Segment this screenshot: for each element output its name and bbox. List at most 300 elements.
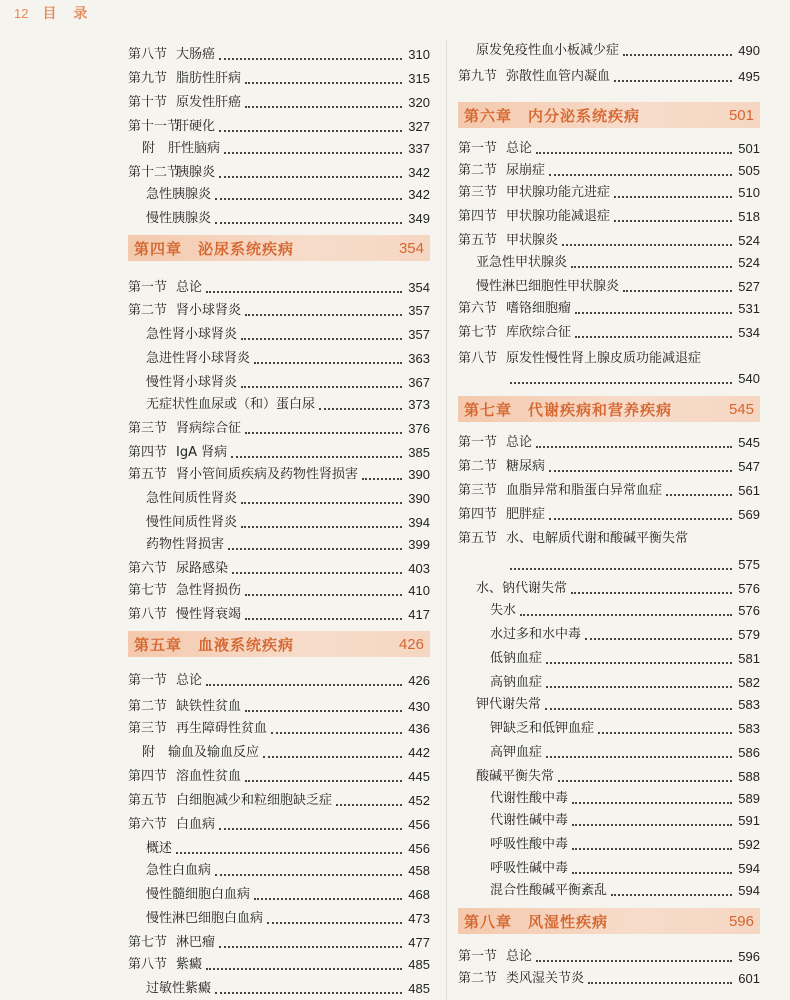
toc-entry[interactable] — [128, 836, 430, 858]
dot-leader — [585, 638, 732, 640]
toc-entry[interactable] — [458, 944, 760, 966]
dot-leader — [219, 176, 402, 178]
entry-title: 失水 — [490, 603, 517, 618]
toc-entry[interactable] — [458, 250, 760, 272]
column-divider — [446, 40, 447, 1000]
entry-title: 原发性慢性肾上腺皮质功能减退症 — [506, 351, 702, 366]
entry-title: 急性肾损伤 — [176, 583, 242, 598]
entry-title: 大肠癌 — [176, 47, 216, 62]
dot-leader — [219, 130, 402, 132]
page-ref: 576 — [738, 581, 760, 596]
toc-entry[interactable] — [128, 136, 430, 158]
chapter-page: 501 — [728, 106, 754, 124]
dot-leader — [206, 684, 402, 686]
page-ref: 320 — [408, 95, 430, 110]
entry-title: 缺铁性贫血 — [176, 699, 242, 714]
section-number: 第一节 — [128, 673, 168, 688]
dot-leader — [245, 618, 402, 620]
page-ref: 436 — [408, 721, 430, 736]
section-number: 第八节 — [458, 351, 498, 366]
dot-leader — [224, 152, 402, 154]
dot-leader — [536, 446, 732, 448]
entry-title: 甲状腺功能亢进症 — [506, 185, 611, 200]
page-ref: 582 — [738, 675, 760, 690]
entry-title: 总论 — [176, 673, 203, 688]
entry-title: 总论 — [506, 949, 533, 964]
entry-title: 尿路感染 — [176, 561, 229, 576]
entry-title: 再生障碍性贫血 — [176, 721, 268, 736]
section-number: 第二节 — [458, 163, 498, 178]
chapter-heading[interactable] — [458, 908, 760, 934]
toc-entry[interactable] — [128, 906, 430, 928]
section-number: 第四节 — [128, 445, 168, 460]
toc-entry[interactable] — [128, 578, 430, 600]
dot-leader — [558, 780, 732, 782]
toc-entry[interactable] — [128, 556, 430, 578]
entry-title: 水、电解质代谢和酸碱平衡失常 — [506, 531, 689, 546]
dot-leader — [245, 710, 402, 712]
toc-entry[interactable] — [458, 764, 760, 786]
page-ref: 357 — [408, 303, 430, 318]
toc-entry[interactable] — [128, 346, 430, 368]
dot-leader — [245, 82, 402, 84]
entry-title: 高钾血症 — [490, 745, 543, 760]
page-ref: 342 — [408, 165, 430, 180]
toc-entry[interactable] — [458, 158, 760, 180]
chapter-title: 第四章 泌尿系统疾病 — [134, 239, 295, 258]
toc-entry[interactable] — [458, 274, 760, 296]
page-ref: 349 — [408, 211, 430, 226]
toc-entry[interactable] — [128, 952, 430, 974]
toc-entry[interactable] — [128, 416, 430, 438]
page-ref: 456 — [408, 817, 430, 832]
entry-title: 总论 — [176, 280, 203, 295]
entry-title: 紫癜 — [176, 957, 203, 972]
section-number: 第二节 — [128, 303, 168, 318]
page-ref: 390 — [408, 491, 430, 506]
page-ref: 589 — [738, 791, 760, 806]
section-number: 第二节 — [458, 459, 498, 474]
dot-leader — [245, 432, 402, 434]
toc-entry[interactable] — [128, 694, 430, 716]
entry-title: 脂肪性肝病 — [176, 71, 242, 86]
page-ref: 363 — [408, 351, 430, 366]
page-ref: 594 — [738, 883, 760, 898]
toc-entry[interactable] — [458, 670, 760, 692]
toc-entry[interactable] — [128, 602, 430, 624]
dot-leader — [520, 614, 732, 616]
toc-entry[interactable] — [458, 808, 760, 830]
section-number: 第三节 — [458, 185, 498, 200]
dot-leader — [575, 312, 732, 314]
toc-entry[interactable] — [128, 532, 430, 554]
section-number: 第十一节 — [128, 119, 181, 134]
dot-leader — [546, 662, 732, 664]
chapter-heading[interactable] — [458, 396, 760, 422]
toc-entry[interactable] — [128, 42, 430, 64]
section-number: 第一节 — [458, 949, 498, 964]
toc-entry[interactable] — [128, 716, 430, 738]
page-ref: 390 — [408, 467, 430, 482]
section-number: 第一节 — [128, 280, 168, 295]
chapter-page: 354 — [398, 239, 424, 257]
toc-entry[interactable] — [458, 878, 760, 900]
toc-entry[interactable] — [128, 114, 430, 136]
toc-entry[interactable] — [458, 38, 760, 60]
section-number: 第四节 — [458, 209, 498, 224]
entry-title: 酸碱平衡失常 — [476, 769, 555, 784]
toc-entry[interactable] — [128, 90, 430, 112]
toc-entry[interactable] — [128, 740, 430, 762]
page-ref: 561 — [738, 483, 760, 498]
page-ref: 501 — [738, 141, 760, 156]
toc-entry[interactable] — [458, 180, 760, 202]
page-ref: 534 — [738, 325, 760, 340]
dot-leader — [206, 968, 402, 970]
toc-entry[interactable] — [128, 462, 430, 484]
toc-entry[interactable] — [458, 320, 760, 342]
dot-leader — [219, 828, 402, 830]
page-ref: 394 — [408, 515, 430, 530]
section-number: 第五节 — [128, 793, 168, 808]
entry-title: 肾小管间质疾病及药物性肾损害 — [176, 467, 359, 482]
dot-leader — [241, 386, 402, 388]
dot-leader — [666, 494, 732, 496]
dot-leader — [231, 456, 402, 458]
entry-title: 急性白血病 — [146, 863, 212, 878]
section-number: 第五节 — [458, 233, 498, 248]
page-ref: 518 — [738, 209, 760, 224]
dot-leader — [575, 336, 732, 338]
section-number: 第六节 — [458, 301, 498, 316]
section-number: 第七节 — [128, 583, 168, 598]
page-ref: 592 — [738, 837, 760, 852]
toc-entry[interactable] — [128, 440, 430, 462]
toc-entry[interactable] — [128, 812, 430, 834]
page-ref: 583 — [738, 721, 760, 736]
toc-entry[interactable] — [458, 646, 760, 668]
section-number: 第三节 — [128, 721, 168, 736]
toc-entry[interactable] — [128, 322, 430, 344]
entry-title: 附 肝性脑病 — [142, 141, 221, 156]
page-ref: 417 — [408, 607, 430, 622]
toc-entry[interactable] — [128, 298, 430, 320]
section-number: 第七节 — [128, 935, 168, 950]
dot-leader — [215, 198, 402, 200]
toc-entry[interactable] — [128, 66, 430, 88]
toc-entry[interactable] — [128, 275, 430, 297]
entry-title: 呼吸性酸中毒 — [490, 837, 569, 852]
page-ref: 524 — [738, 255, 760, 270]
dot-leader — [241, 526, 402, 528]
page-ref: 426 — [408, 673, 430, 688]
entry-title: 水过多和水中毒 — [490, 627, 582, 642]
dot-leader — [611, 894, 732, 896]
page-ref: 477 — [408, 935, 430, 950]
section-number: 第九节 — [458, 69, 498, 84]
section-number: 第一节 — [458, 141, 498, 156]
dot-leader — [572, 802, 732, 804]
entry-title: 混合性酸碱平衡紊乱 — [490, 883, 608, 898]
entry-title: 慢性肾小球肾炎 — [146, 375, 238, 390]
entry-title: 过敏性紫癜 — [146, 981, 212, 996]
page-ref: 588 — [738, 769, 760, 784]
dot-leader — [549, 470, 732, 472]
entry-title: 白血病 — [176, 817, 216, 832]
page-ref: 596 — [738, 949, 760, 964]
dot-leader — [241, 502, 402, 504]
page-ref: 601 — [738, 971, 760, 986]
page-ref: 527 — [738, 279, 760, 294]
toc-entry[interactable] — [458, 502, 760, 524]
dot-leader — [245, 314, 402, 316]
toc-entry[interactable] — [458, 64, 760, 86]
entry-title: 嗜铬细胞瘤 — [506, 301, 572, 316]
toc-entry[interactable] — [458, 552, 760, 574]
entry-title: 无症状性血尿或（和）蛋白尿 — [146, 397, 316, 412]
page-ref: 594 — [738, 861, 760, 876]
page-ref: 583 — [738, 697, 760, 712]
dot-leader — [510, 382, 732, 384]
dot-leader — [623, 290, 732, 292]
toc-entry[interactable] — [458, 204, 760, 226]
toc-entry[interactable] — [128, 486, 430, 508]
section-number: 第六节 — [128, 817, 168, 832]
section-number: 第六节 — [128, 561, 168, 576]
dot-leader — [232, 572, 402, 574]
dot-leader — [545, 708, 732, 710]
page-ref: 581 — [738, 651, 760, 666]
entry-title: 高钠血症 — [490, 675, 543, 690]
section-number: 第三节 — [128, 421, 168, 436]
dot-leader — [245, 594, 402, 596]
entry-title: IgA 肾病 — [176, 445, 228, 460]
toc-entry[interactable] — [458, 598, 760, 620]
dot-leader — [623, 54, 732, 56]
page-ref: 456 — [408, 841, 430, 856]
dot-leader — [215, 222, 402, 224]
section-number: 第五节 — [128, 467, 168, 482]
dot-leader — [245, 106, 402, 108]
dot-leader — [245, 780, 402, 782]
page-ref: 505 — [738, 163, 760, 178]
chapter-heading[interactable] — [458, 102, 760, 128]
toc-entry[interactable] — [458, 716, 760, 738]
dot-leader — [571, 266, 732, 268]
section-number: 第七节 — [458, 325, 498, 340]
toc-entry[interactable] — [458, 966, 760, 988]
toc-entry[interactable] — [128, 882, 430, 904]
toc-entry[interactable] — [128, 370, 430, 392]
entry-title: 弥散性血管内凝血 — [506, 69, 611, 84]
chapter-page: 426 — [398, 635, 424, 653]
toc-entry[interactable] — [458, 366, 760, 388]
dot-leader — [562, 244, 732, 246]
toc-entry[interactable] — [128, 510, 430, 532]
section-number: 第八节 — [128, 957, 168, 972]
dot-leader — [572, 848, 732, 850]
entry-title: 血脂异常和脂蛋白异常血症 — [506, 483, 663, 498]
entry-title: 药物性肾损害 — [146, 537, 225, 552]
entry-title: 慢性淋巴细胞白血病 — [146, 911, 264, 926]
dot-leader — [176, 852, 402, 854]
chapter-title: 第六章 内分泌系统疾病 — [464, 106, 641, 125]
toc-entry[interactable] — [458, 692, 760, 714]
page-number: 12 — [14, 5, 29, 21]
chapter-heading[interactable] — [128, 631, 430, 657]
page-ref: 579 — [738, 627, 760, 642]
entry-title: 急性胰腺炎 — [146, 187, 212, 202]
entry-title: 亚急性甲状腺炎 — [476, 255, 568, 270]
section-number: 第十节 — [128, 95, 168, 110]
page-ref: 545 — [738, 435, 760, 450]
dot-leader — [614, 220, 732, 222]
page-ref: 510 — [738, 185, 760, 200]
toc-entry[interactable] — [128, 764, 430, 786]
toc-entry[interactable] — [458, 136, 760, 158]
entry-title: 慢性间质性肾炎 — [146, 515, 238, 530]
dot-leader — [362, 478, 402, 480]
entry-title: 总论 — [506, 435, 533, 450]
toc-entry[interactable] — [458, 296, 760, 318]
entry-title: 急性肾小球肾炎 — [146, 327, 238, 342]
page-ref: 586 — [738, 745, 760, 760]
entry-title: 肾病综合征 — [176, 421, 242, 436]
entry-title: 附 输血及输血反应 — [142, 745, 260, 760]
entry-title: 总论 — [506, 141, 533, 156]
toc-entry[interactable] — [458, 430, 760, 452]
page-ref: 485 — [408, 957, 430, 972]
section-number: 第十二节 — [128, 165, 181, 180]
page-ref: 445 — [408, 769, 430, 784]
toc-entry[interactable] — [458, 526, 760, 548]
dot-leader — [614, 196, 732, 198]
entry-title: 糖尿病 — [506, 459, 546, 474]
chapter-page: 596 — [728, 912, 754, 930]
toc-entry[interactable] — [128, 206, 430, 228]
page-ref: 442 — [408, 745, 430, 760]
entry-title: 急性间质性肾炎 — [146, 491, 238, 506]
page-ref: 452 — [408, 793, 430, 808]
entry-title: 慢性胰腺炎 — [146, 211, 212, 226]
toc-entry[interactable] — [458, 228, 760, 250]
entry-title: 淋巴瘤 — [176, 935, 216, 950]
page-header — [0, 0, 790, 26]
toc-entry[interactable] — [128, 976, 430, 998]
toc-entry[interactable] — [128, 392, 430, 414]
section-number: 第二节 — [458, 971, 498, 986]
entry-title: 慢性肾衰竭 — [176, 607, 242, 622]
dot-leader — [254, 898, 402, 900]
entry-title: 胰腺炎 — [176, 165, 216, 180]
toc-entry[interactable] — [458, 856, 760, 878]
toc-entry[interactable] — [458, 346, 760, 368]
entry-title: 肝硬化 — [176, 119, 216, 134]
toc-entry[interactable] — [458, 740, 760, 762]
entry-title: 原发免疫性血小板减少症 — [476, 43, 620, 58]
page-ref: 367 — [408, 375, 430, 390]
page-ref: 410 — [408, 583, 430, 598]
dot-leader — [572, 824, 732, 826]
dot-leader — [536, 152, 732, 154]
section-number: 第四节 — [458, 507, 498, 522]
toc-entry[interactable] — [128, 182, 430, 204]
section-number: 第一节 — [458, 435, 498, 450]
page-ref: 524 — [738, 233, 760, 248]
entry-title: 钾缺乏和低钾血症 — [490, 721, 595, 736]
page-ref: 327 — [408, 119, 430, 134]
entry-title: 白细胞减少和粒细胞缺乏症 — [176, 793, 333, 808]
section-number: 第四节 — [128, 769, 168, 784]
page-ref: 337 — [408, 141, 430, 156]
page-ref: 357 — [408, 327, 430, 342]
dot-leader — [263, 756, 402, 758]
dot-leader — [241, 338, 402, 340]
page-ref: 531 — [738, 301, 760, 316]
page-ref: 490 — [738, 43, 760, 58]
toc-entry[interactable] — [128, 930, 430, 952]
page-ref: 495 — [738, 69, 760, 84]
entry-title: 尿崩症 — [506, 163, 546, 178]
toc-entry[interactable] — [128, 788, 430, 810]
chapter-heading[interactable] — [128, 235, 430, 261]
entry-title: 溶血性贫血 — [176, 769, 242, 784]
toc-entry[interactable] — [458, 576, 760, 598]
page-label: 目 录 — [42, 6, 94, 22]
dot-leader — [510, 568, 732, 570]
toc-entry[interactable] — [128, 858, 430, 880]
dot-leader — [319, 408, 402, 410]
dot-leader — [267, 922, 402, 924]
dot-leader — [215, 874, 402, 876]
entry-title: 甲状腺炎 — [506, 233, 559, 248]
section-number: 第八节 — [128, 47, 168, 62]
page-ref: 591 — [738, 813, 760, 828]
chapter-title: 第八章 风湿性疾病 — [464, 912, 609, 931]
toc-entry[interactable] — [458, 454, 760, 476]
page-ref: 468 — [408, 887, 430, 902]
dot-leader — [572, 872, 732, 874]
page-ref: 342 — [408, 187, 430, 202]
dot-leader — [228, 548, 402, 550]
section-number: 第八节 — [128, 607, 168, 622]
page-ref: 373 — [408, 397, 430, 412]
section-number: 第九节 — [128, 71, 168, 86]
page-ref: 569 — [738, 507, 760, 522]
page-ref: 575 — [738, 557, 760, 572]
toc-entry[interactable] — [128, 668, 430, 690]
entry-title: 甲状腺功能减退症 — [506, 209, 611, 224]
section-number: 第五节 — [458, 531, 498, 546]
entry-title: 钾代谢失常 — [476, 697, 542, 712]
entry-title: 低钠血症 — [490, 651, 543, 666]
toc-entry[interactable] — [458, 832, 760, 854]
toc-entry[interactable] — [128, 160, 430, 182]
toc-entry[interactable] — [458, 478, 760, 500]
dot-leader — [219, 58, 402, 60]
toc-entry[interactable] — [458, 622, 760, 644]
page-ref: 403 — [408, 561, 430, 576]
page-ref: 473 — [408, 911, 430, 926]
entry-title: 概述 — [146, 841, 173, 856]
entry-title: 水、钠代谢失常 — [476, 581, 568, 596]
page-ref: 310 — [408, 47, 430, 62]
entry-title: 急进性肾小球肾炎 — [146, 351, 251, 366]
chapter-title: 第五章 血液系统疾病 — [134, 635, 295, 654]
toc-entry[interactable] — [458, 786, 760, 808]
dot-leader — [219, 946, 402, 948]
page-ref: 430 — [408, 699, 430, 714]
